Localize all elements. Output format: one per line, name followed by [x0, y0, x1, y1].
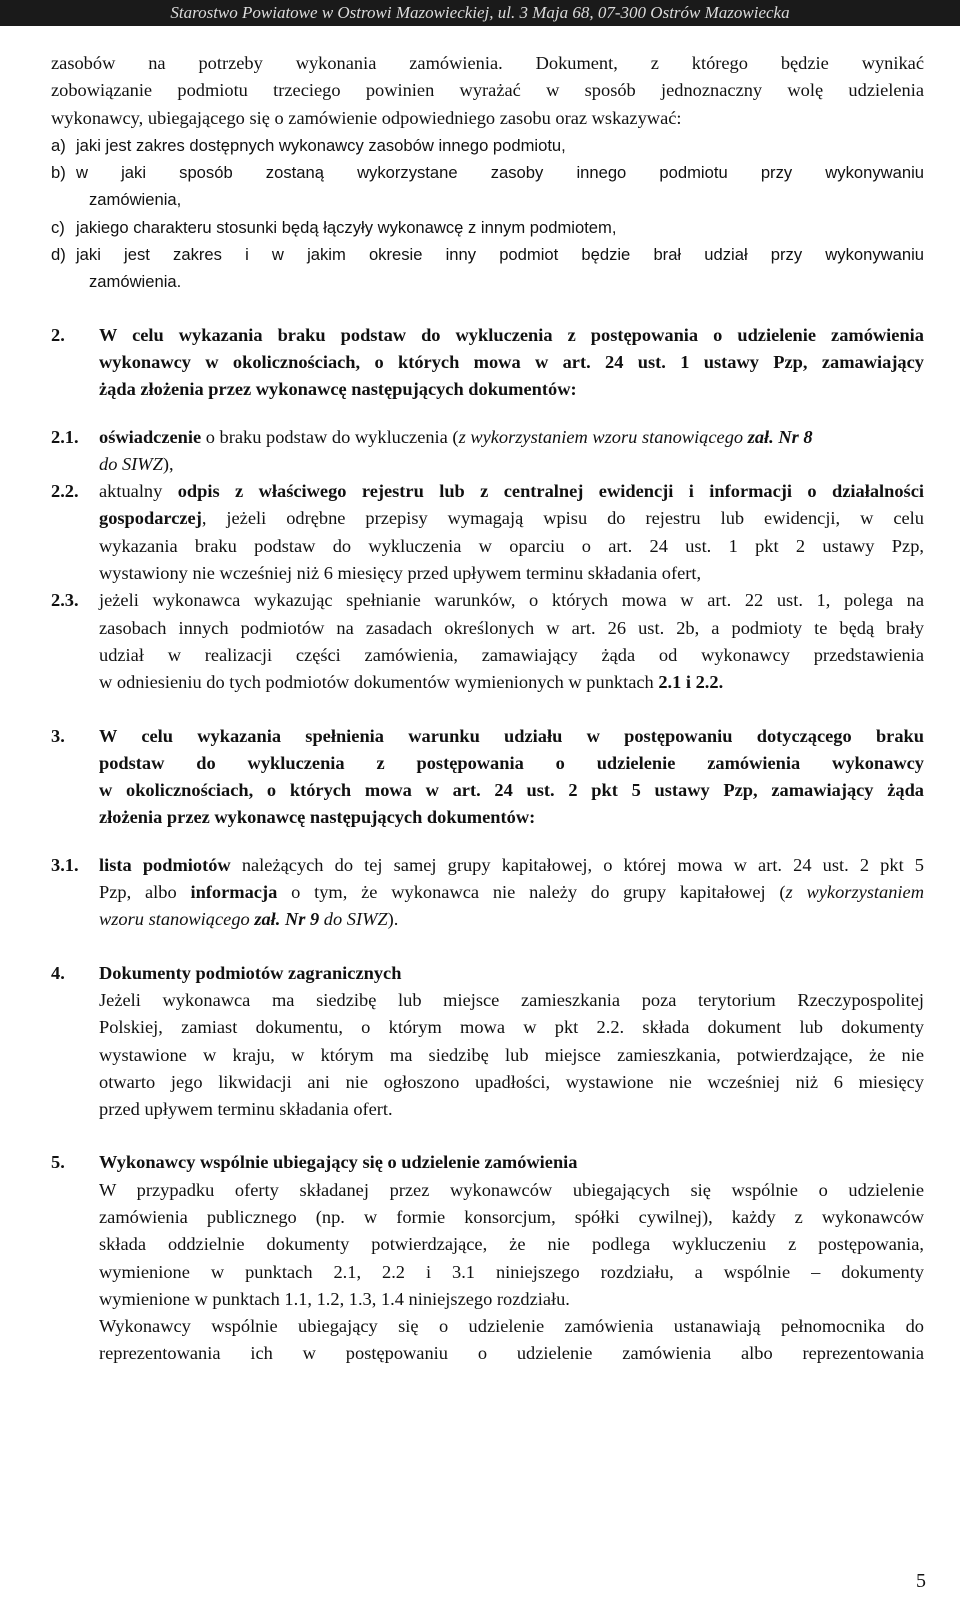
section-2 — [51, 322, 924, 404]
text-line: wystawiony nie wcześniej niż 6 miesięcy przed upływem terminu składania ofert, — [99, 563, 702, 584]
text-line: składa oddzielnie dokumenty potwierdzające, że nie podlega wykluczeniu z postępowania, — [99, 1234, 924, 1255]
section-number: 3. — [51, 725, 65, 746]
list-label: c) — [51, 217, 65, 237]
list-text-cont: zamówienia, — [89, 190, 182, 210]
italic-text: do SIWZ — [319, 909, 388, 930]
text-line: udział w realizacji części zamówienia, zamawiający żąda od wykonawcy przedstawienia — [99, 644, 924, 665]
text-line: zobowiązanie podmiotu trzeciego powinien wyrażać w sposób jednoznaczny wolę udzielenia — [51, 80, 924, 101]
section-2-1 — [51, 424, 924, 479]
plain-text: o tym, że wykonawca nie należy do grupy kapitałowej ( — [277, 882, 786, 903]
text-line: W celu wykazania braku podstaw do wykluczenia z postępowania o udzielenie zamówienia — [99, 324, 924, 345]
text-line: jeżeli wykonawca wykazując spełnianie warunków, o których mowa w art. 22 ust. 1, polega na — [99, 590, 924, 611]
header-text: Starostwo Powiatowe w Ostrowi Mazowieckiej, ul. 3 Maja 68, 07-300 Ostrów Mazowiecka — [170, 3, 790, 22]
list-label: b) — [51, 163, 66, 183]
text-line — [99, 451, 924, 478]
section-5 — [51, 1149, 924, 1367]
text-line: wykonawcy, ubiegającego się o zamówienie odpowiedniego zasobu oraz wskazywać: — [51, 107, 682, 128]
section-number: 2. — [51, 324, 65, 345]
text-line — [99, 879, 924, 906]
text-line: Polskiej, zamiast dokumentu, o którym mowa w pkt 2.2. składa dokument lub dokumenty — [99, 1017, 924, 1038]
intro-paragraph — [51, 50, 924, 132]
italic-text: wzoru stanowiącego — [99, 909, 255, 930]
text-line: wymienione w punktach 2.1, 2.2 i 3.1 niniejszego rozdziału, a wspólnie – dokumenty — [99, 1261, 924, 1282]
bold-italic-text: zał. Nr 8 — [747, 426, 813, 447]
section-2-3 — [51, 587, 924, 696]
text-line: wymienione w punktach 1.1, 1.2, 1.3, 1.4 niniejszego rozdziału. — [99, 1288, 570, 1309]
text-line: Jeżeli wykonawca ma siedzibę lub miejsce zamieszkania poza terytorium Rzeczypospolitej — [99, 989, 924, 1010]
bold-text: gospodarczej — [99, 508, 202, 529]
section-4 — [51, 960, 924, 1124]
bold-text: lista podmiotów — [99, 854, 231, 875]
text-line: zasobów na potrzeby wykonania zamówienia. Dokument, z którego będzie wynikać — [51, 53, 924, 73]
section-number: 2.3. — [51, 590, 79, 611]
italic-text: z wykorzystaniem — [785, 882, 924, 903]
italic-text: do SIWZ — [99, 453, 163, 474]
text-line — [99, 424, 924, 451]
requirements-list — [51, 132, 924, 296]
list-text-cont: zamówienia. — [89, 272, 182, 292]
section-number: 2.2. — [51, 481, 79, 502]
section-number: 3.1. — [51, 854, 79, 875]
bold-italic-text: zał. Nr 9 — [254, 909, 320, 930]
text-line: podstaw do wykluczenia z postępowania o udzielenie zamówienia wykonawcy — [99, 752, 924, 773]
text-line: W przypadku oferty składanej przez wykonawców ubiegających się wspólnie o udzielenie — [99, 1179, 924, 1200]
text-line — [99, 852, 924, 879]
text-line — [99, 669, 924, 696]
header-bar — [0, 0, 960, 26]
section-number: 2.1. — [51, 426, 79, 447]
page-number: 5 — [916, 1570, 926, 1592]
section-title: Dokumenty podmiotów zagranicznych — [99, 962, 402, 983]
list-text: jaki jest zakres dostępnych wykonawcy zasobów innego podmiotu, — [76, 135, 566, 155]
text-line: zamówienia publicznego (np. w formie konsorcjum, spółki cywilnej), każdy z wykonawców — [99, 1206, 924, 1227]
text-line: otwarto jego likwidacji ani nie ogłoszono upadłości, wystawione nie wcześniej niż 6 miesięcy — [99, 1071, 924, 1092]
plain-text: o braku podstaw do wykluczenia ( — [201, 426, 459, 447]
text-line: w okolicznościach, o których mowa w art. 24 ust. 2 pkt 5 ustawy Pzp, zamawiający żąda — [99, 780, 924, 801]
list-item — [51, 214, 924, 241]
section-number: 4. — [51, 962, 65, 983]
list-label: a) — [51, 135, 66, 155]
list-text: w jaki sposób zostaną wykorzystane zasoby innego podmiotu przy wykonywaniu — [76, 163, 924, 183]
text-line: Wykonawcy wspólnie ubiegający się o udzielenie zamówienia ustanawiają pełnomocnika do — [99, 1316, 924, 1337]
text-line: reprezentowania ich w postępowaniu o udzielenie zamówienia albo reprezentowania — [99, 1343, 924, 1364]
text-line — [99, 505, 924, 532]
document-page — [0, 26, 960, 1368]
bold-text: informacja — [190, 882, 278, 903]
plain-text: należących do tej samej grupy kapitałowej, o której mowa w art. 24 ust. 2 pkt 5 — [230, 854, 924, 875]
bold-text: odpis z właściwego rejestru lub z centralnej ewidencji i informacji o działalności — [177, 481, 924, 502]
text-line: wykonawcy w okolicznościach, o których mowa w art. 24 ust. 1 ustawy Pzp, zamawiający — [99, 351, 924, 372]
plain-text: ). — [387, 909, 399, 930]
text-line: przed upływem terminu składania ofert. — [99, 1099, 393, 1120]
text-line: zasobach innych podmiotów na zasadach określonych w art. 26 ust. 2b, a podmioty te będą brały — [99, 617, 924, 638]
list-item — [51, 159, 924, 186]
section-2-2 — [51, 478, 924, 587]
bold-text: 2.1 i 2.2. — [658, 672, 724, 693]
plain-text: Pzp, albo — [99, 882, 191, 903]
list-label: d) — [51, 245, 66, 265]
section-title: Wykonawcy wspólnie ubiegający się o udzielenie zamówienia — [99, 1152, 578, 1173]
list-text: jakiego charakteru stosunki będą łączyły wykonawcę z innym podmiotem, — [76, 217, 617, 237]
bold-text: oświadczenie — [99, 426, 202, 447]
plain-text: w odniesieniu do tych podmiotów dokumentów wymienionych w punktach — [99, 672, 659, 693]
section-number: 5. — [51, 1152, 65, 1173]
text-line: złożenia przez wykonawcę następujących dokumentów: — [99, 807, 536, 828]
text-line: żąda złożenia przez wykonawcę następujących dokumentów: — [99, 379, 577, 400]
plain-text: , jeżeli odrębne przepisy wymagają wpisu do rejestru lub ewidencji, w celu — [201, 508, 924, 529]
text-line: wystawione w kraju, w którym ma siedzibę lub miejsce zamieszkania, potwierdzające, że nie — [99, 1044, 924, 1065]
section-3 — [51, 723, 924, 832]
section-3-1 — [51, 852, 924, 934]
text-line: wykazania braku podstaw do wykluczenia w oparciu o art. 24 ust. 1 pkt 2 ustawy Pzp, — [99, 535, 924, 556]
plain-text: ), — [162, 453, 174, 474]
list-text: jaki jest zakres i w jakim okresie inny podmiot będzie brał udział przy wykonywaniu — [76, 245, 924, 265]
plain-text: aktualny — [99, 481, 178, 502]
list-item — [51, 241, 924, 268]
text-line — [99, 906, 924, 933]
list-item — [51, 132, 924, 159]
italic-text: z wykorzystaniem wzoru stanowiącego — [458, 426, 748, 447]
text-line — [99, 478, 924, 505]
text-line: W celu wykazania spełnienia warunku udziału w postępowaniu dotyczącego braku — [99, 725, 924, 746]
